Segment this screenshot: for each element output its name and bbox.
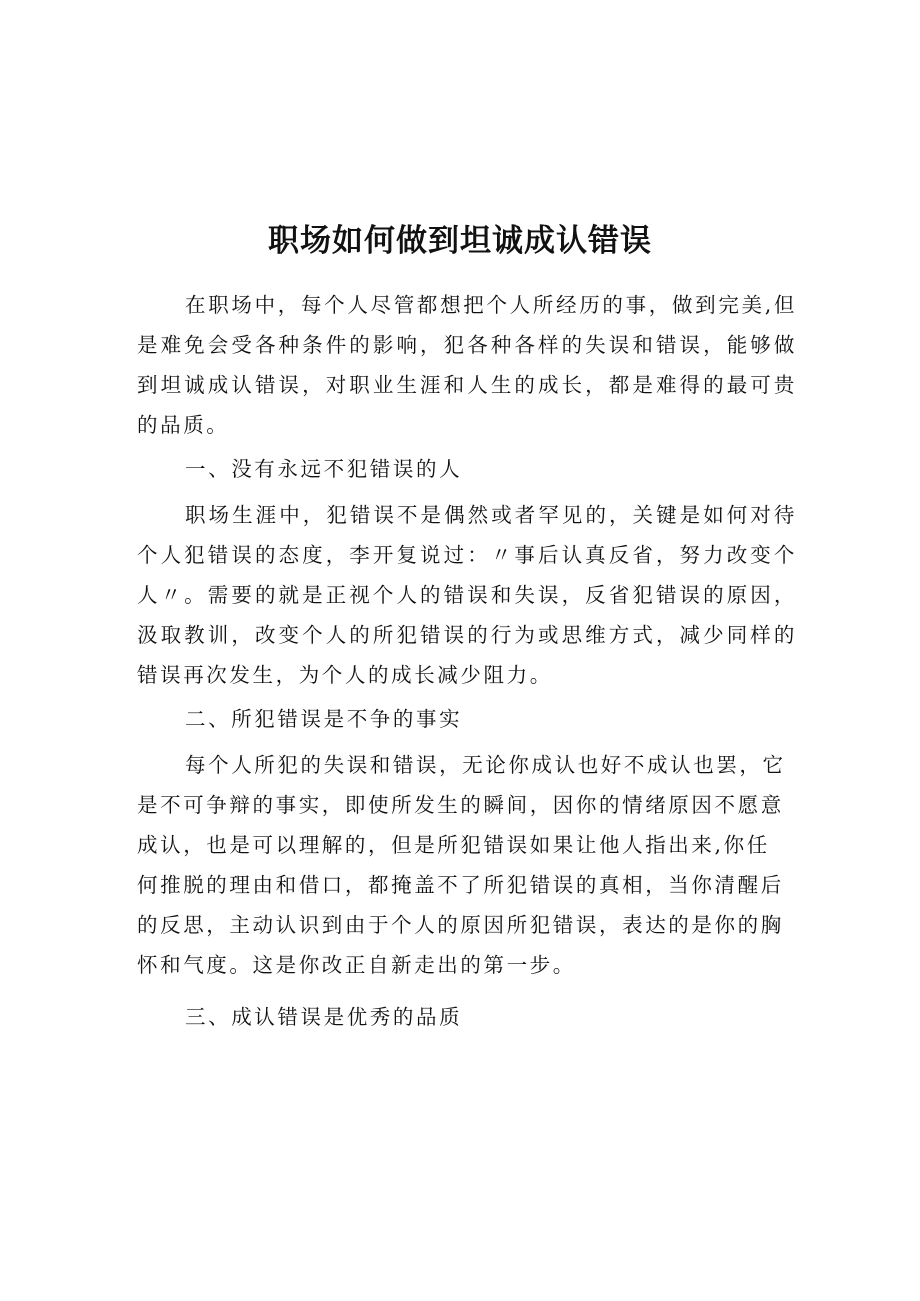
paragraph-line: 成认，也是可以理解的，但是所犯错误如果让他人指出来,你任: [137, 833, 770, 857]
spacer: [137, 985, 797, 997]
section-paragraph-1: 职场生涯中，犯错误不是偶然或者罕见的，关键是如何对待个人犯错误的态度，李开复说过：〃事后认真反省，努力改变个人〃。需要的就是正视个人的错误和失误，反省犯错误的原因，汲取教训，改变个人的所犯错误的行为或思维方式，减少同样的错误再次发生，为个人的成长减少阻力。: [137, 503, 797, 687]
section-heading-2: 二、所犯错误是不争的事实: [185, 707, 463, 731]
paragraph-line: 怀和气度。这是你改正自新走出的第一步。: [137, 953, 576, 977]
paragraph-line: 何推脱的理由和借口，都掩盖不了所犯错误的真相，当你清醒后: [137, 873, 784, 897]
document-title: 职场如何做到坦诚成认错误: [268, 223, 652, 259]
paragraph-line: 每个人所犯的失误和错误，无论你成认也好不成认也罢，它: [185, 753, 786, 777]
intro-paragraph: 在职场中，每个人尽管都想把个人所经历的事，做到完美,但是难免会受各种条件的影响，犯各种各样的失误和错误，能够做到坦诚成认错误，对职业生涯和人生的成长，都是难得的最可贵的品质。: [137, 293, 797, 437]
paragraph-line: 的反思，主动认识到由于个人的原因所犯错误，表达的是你的胸: [137, 913, 784, 937]
section-heading-1: 一、没有永远不犯错误的人: [185, 457, 463, 481]
paragraph-line: 是不可争辩的事实，即使所发生的瞬间，因你的情绪原因不愿意: [137, 793, 784, 817]
document-body: [137, 285, 797, 1039]
section-heading-3: 三、成认错误是优秀的品质: [185, 1005, 463, 1029]
section-paragraph-2: [137, 745, 797, 985]
